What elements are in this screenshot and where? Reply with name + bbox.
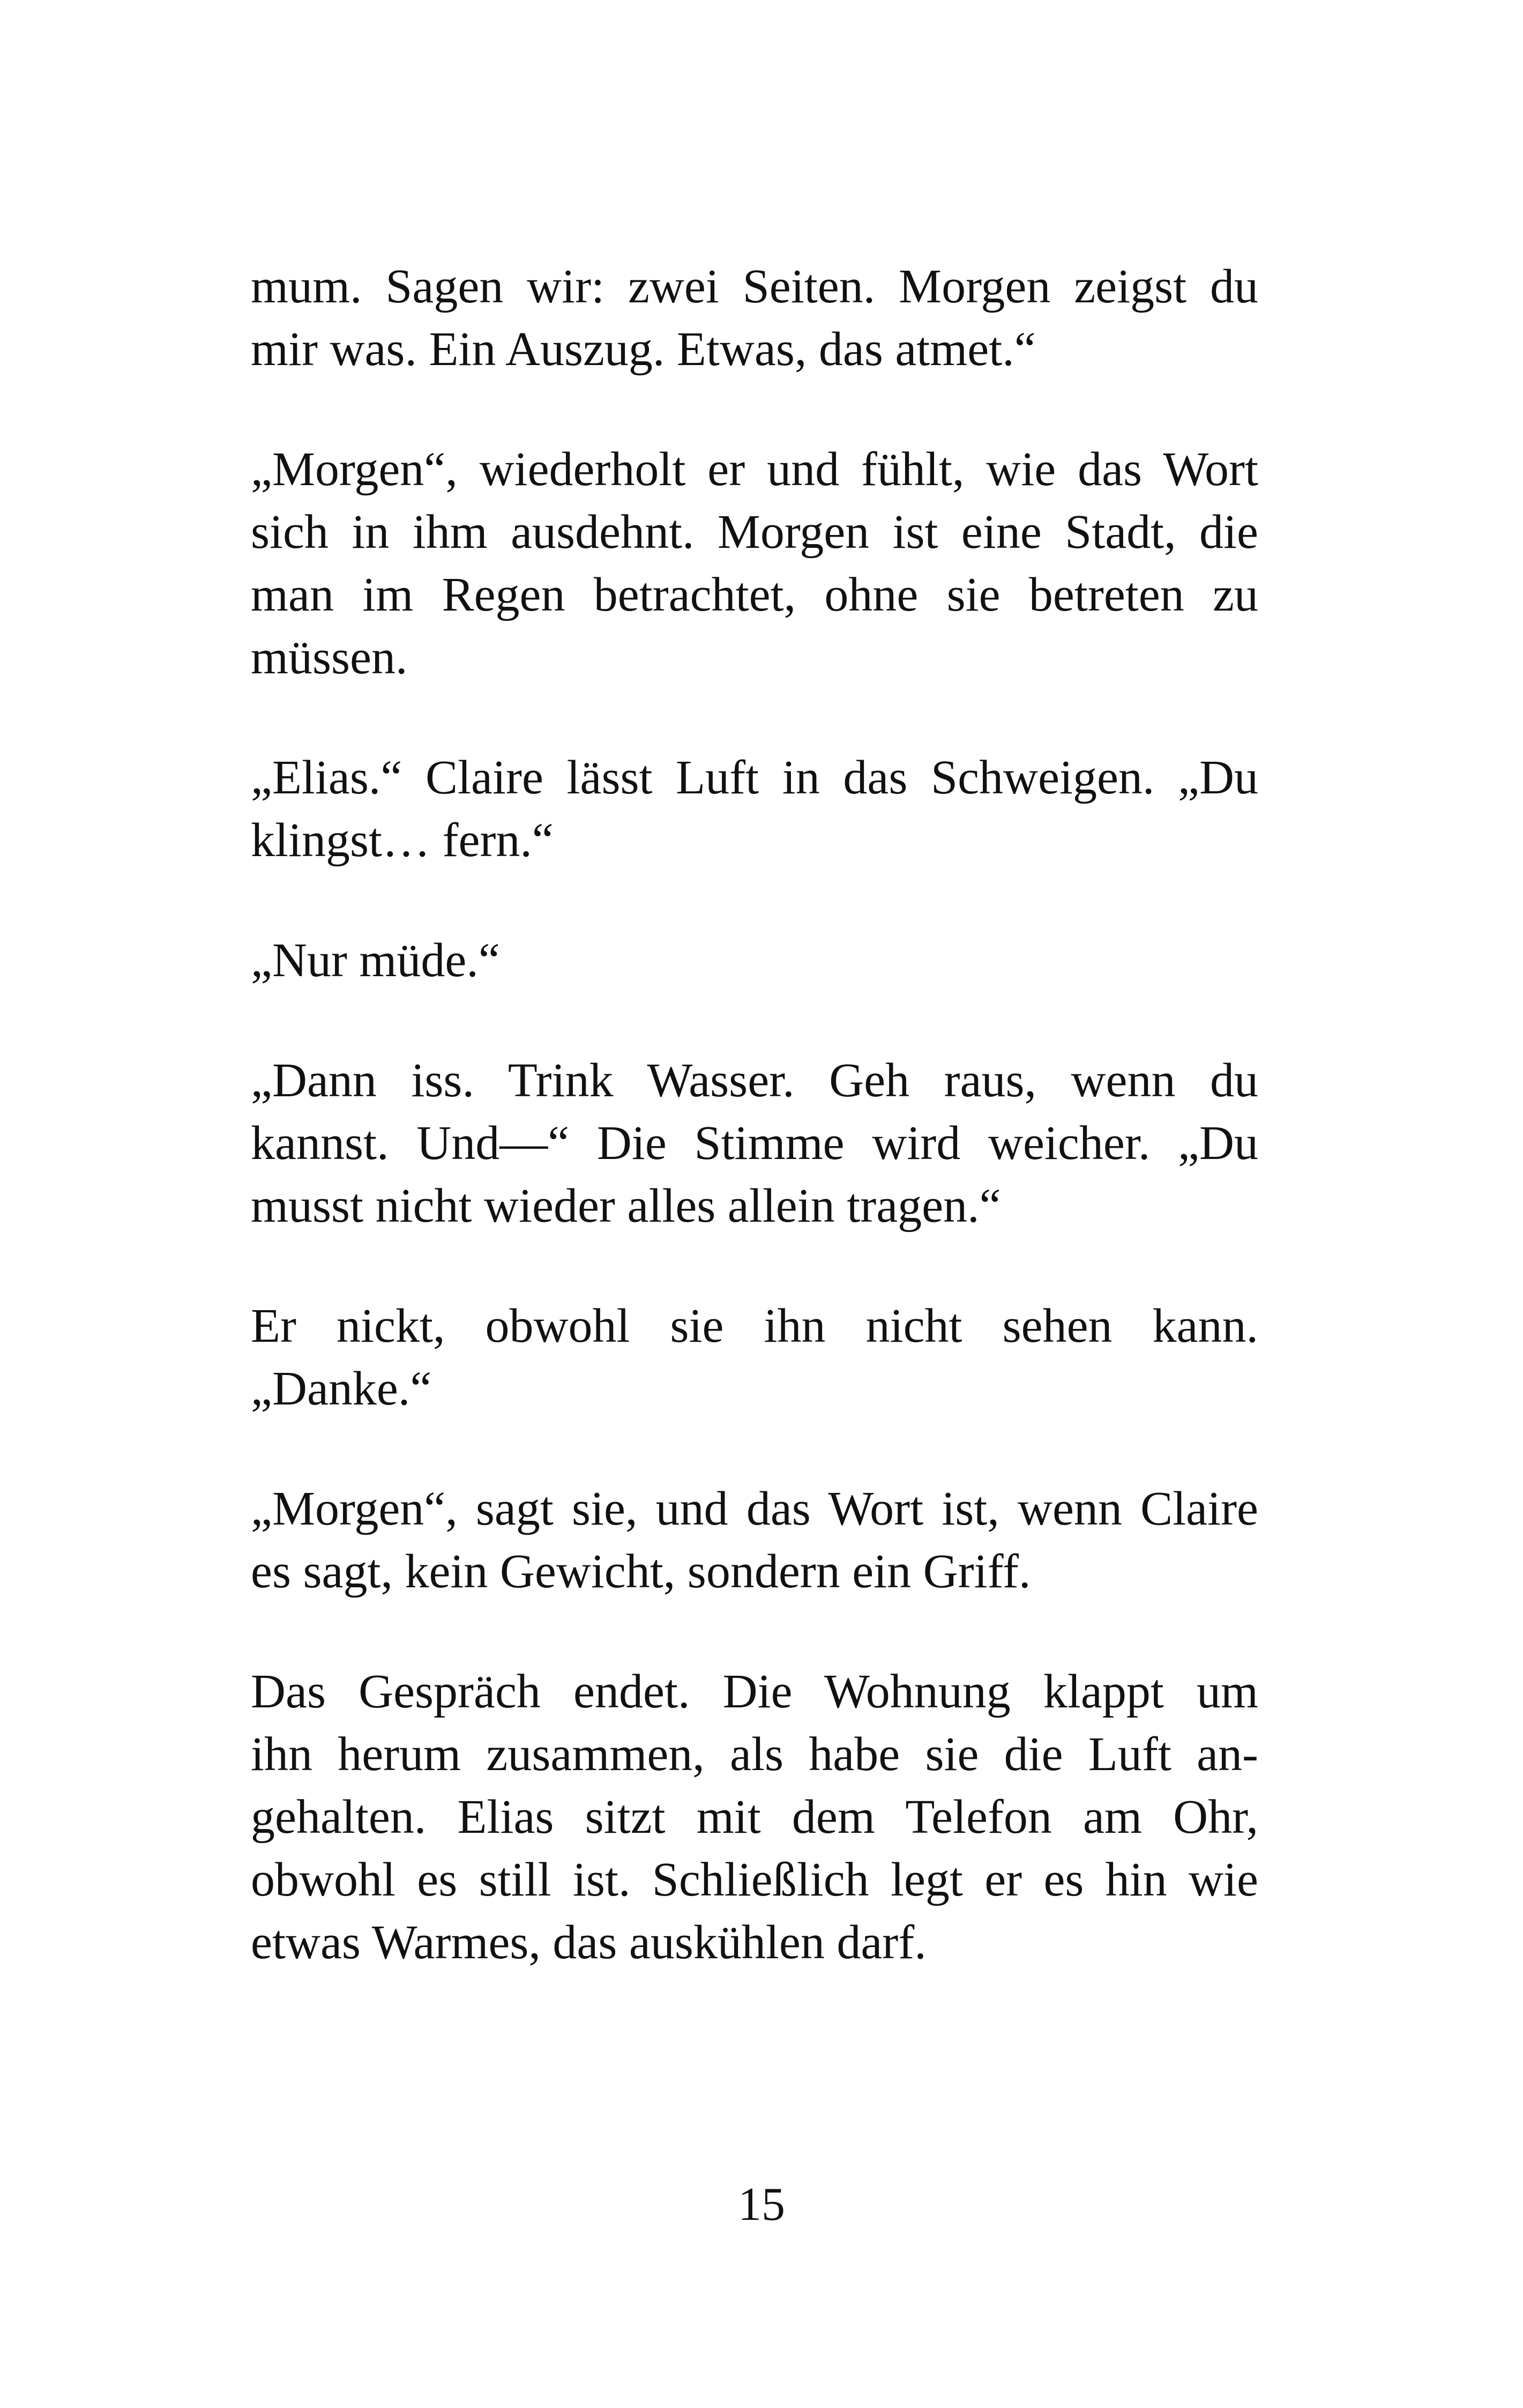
text-line: musst nicht wieder alles allein tragen.“: [251, 1179, 1001, 1232]
paragraph-3: [251, 746, 1258, 872]
text-line: „Danke.“: [251, 1362, 432, 1415]
paragraph-1: [251, 255, 1258, 381]
paragraph-7: [251, 1477, 1258, 1603]
text-line: müssen.: [251, 631, 408, 684]
text-line: ihn herum zusammen, als habe sie die Luft an-: [251, 1728, 1258, 1781]
text-line: es sagt, kein Gewicht, sondern ein Griff.: [251, 1545, 1031, 1598]
text-line: „Nur müde.“: [251, 934, 500, 987]
text-line: „Elias.“ Claire lässt Luft in das Schweigen. „Du: [251, 751, 1258, 804]
paragraph-6: [251, 1295, 1258, 1420]
text-line: klingst… fern.“: [251, 814, 554, 867]
paragraph-2: [251, 438, 1258, 689]
text-line: Er nickt, obwohl sie ihn nicht sehen kann.: [251, 1299, 1258, 1352]
text-line: mir was. Ein Auszug. Etwas, das atmet.“: [251, 323, 1036, 376]
body-text: [251, 255, 1258, 2031]
text-line: sich in ihm ausdehnt. Morgen ist eine Stadt, die: [251, 506, 1258, 559]
text-line: obwohl es still ist. Schließlich legt er es hin wie: [251, 1853, 1258, 1906]
text-line: Das Gespräch endet. Die Wohnung klappt um: [251, 1665, 1258, 1718]
text-line: kannst. Und—“ Die Stimme wird weicher. „Du: [251, 1117, 1258, 1170]
paragraph-8: [251, 1660, 1258, 1974]
text-line: gehalten. Elias sitzt mit dem Telefon am Ohr,: [251, 1790, 1258, 1844]
paragraph-4: [251, 929, 1258, 992]
page-number: 15: [738, 2179, 785, 2231]
paragraph-5: [251, 1049, 1258, 1237]
text-line: „Morgen“, wiederholt er und fühlt, wie das Wort: [251, 443, 1258, 496]
text-line: etwas Warmes, das auskühlen darf.: [251, 1916, 927, 1969]
text-line: „Morgen“, sagt sie, und das Wort ist, wenn Claire: [251, 1482, 1258, 1535]
text-line: man im Regen betrachtet, ohne sie betreten zu: [251, 568, 1258, 621]
text-line: „Dann iss. Trink Wasser. Geh raus, wenn du: [251, 1054, 1258, 1107]
text-line: mum. Sagen wir: zwei Seiten. Morgen zeigst du: [251, 260, 1258, 313]
